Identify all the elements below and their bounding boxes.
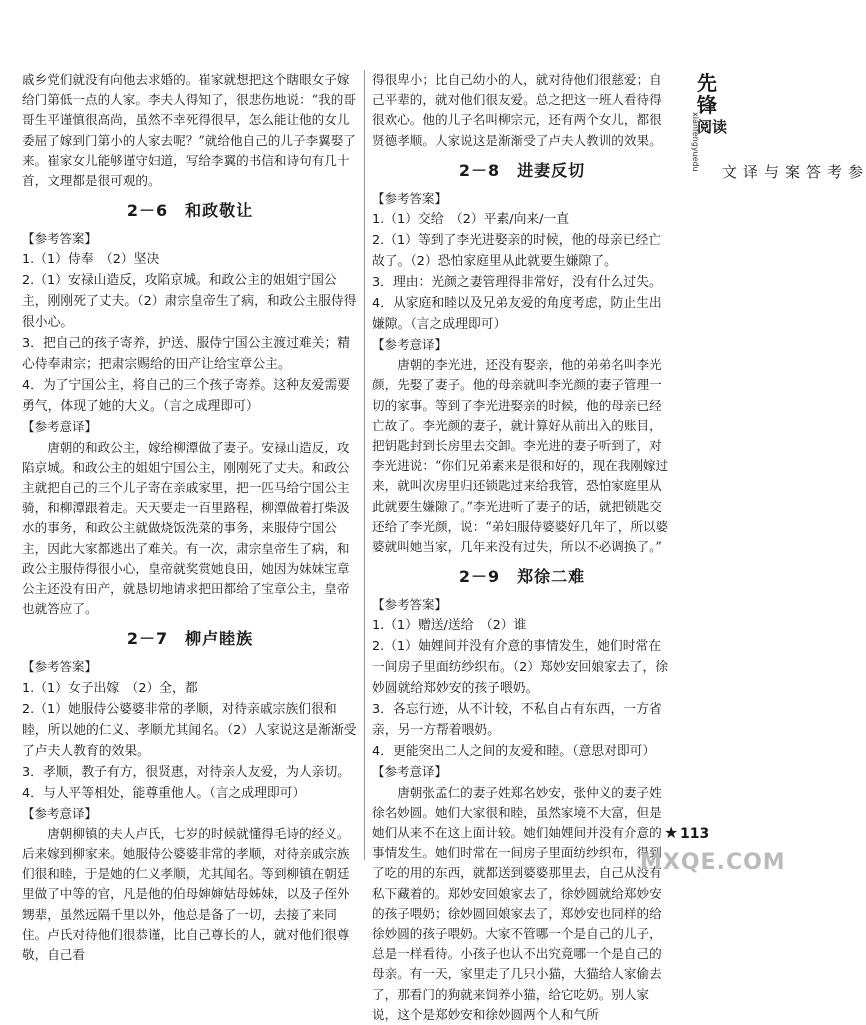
watermark: MXQE.COM bbox=[640, 850, 786, 875]
right-column bbox=[372, 70, 672, 1025]
answer-item: 1.（1）女子出嫁 （2）全，都 bbox=[22, 680, 198, 696]
translation-label: 【参考意译】 bbox=[22, 805, 98, 821]
translation-paragraph: 唐朝柳镇的夫人卢氏，七岁的时候就懂得毛诗的经义。后来嫁到柳家来。她服侍公婆婆非常的孝顺，对待亲戚宗族们很和睦，于是她的仁义孝顺，尤其闻名。等到柳镇在朝廷里做了中等的官，凡是他的伯母婶婶姑母姊妹，以及子侄外甥辈，虽然远隔千里以外，他总是备了一切，去接了来同住。卢氏对待他们很恭谨，比自己尊长的人，就对他们很尊敬，自己看 bbox=[22, 825, 350, 963]
answer-item: 4．与人平等相处，能尊重他人。（言之成理即可） bbox=[22, 785, 306, 801]
answer-item: 3．理由：光颜之妻管理得非常好，没有什么过失。 bbox=[372, 275, 662, 291]
answer-label: 【参考答案】 bbox=[22, 231, 98, 247]
page-number: 113 bbox=[680, 826, 710, 842]
answer-item: 1.（1）赠送/送给 （2）谁 bbox=[372, 618, 527, 634]
brand-char: 阅读 bbox=[697, 118, 728, 136]
answer-item: 4．更能突出二人之间的友爱和睦。（意思对即可） bbox=[372, 744, 656, 760]
translation-label: 【参考意译】 bbox=[22, 419, 98, 435]
translation-label: 【参考意译】 bbox=[372, 337, 448, 353]
brand-title bbox=[697, 72, 737, 138]
column-divider bbox=[364, 70, 365, 860]
brand-pinyin: xianfengyuedu bbox=[691, 112, 700, 172]
brand-char: 锋 bbox=[697, 93, 717, 117]
answer-item: 3．把自己的孩子寄养，护送、服侍宁国公主渡过难关；精心侍奉肃宗；把肃宗赐给的田产让给宝章公主。 bbox=[22, 336, 351, 373]
side-caption: 参考答案与译文 bbox=[720, 164, 864, 181]
left-column bbox=[22, 70, 358, 965]
answer-item: 4．为了宁国公主，将自己的三个孩子寄养。这种友爱需要勇气，体现了她的大义。（言之成理即可） bbox=[22, 378, 351, 415]
intro-paragraph: 戚乡党们就没有向他去求婚的。崔家就想把这个瞎眼女子嫁给门第低一点的人家。李夫人得知了，很悲伤地说：“我的哥哥生平谨慎很高尚，虽然不幸死得很早，怎么能让他的女儿委屈了嫁到门第小的人家去呢？”就给他自己的儿子李翼娶了来。崔家女儿能够谨守妇道，写给李翼的书信和诗句有几十首，文理都是很可观的。 bbox=[22, 72, 356, 189]
section-2-7-title: 2－7 柳卢睦族 bbox=[126, 629, 254, 649]
answer-label: 【参考答案】 bbox=[22, 659, 98, 675]
answer-item: 2.（1）安禄山造反，攻陷京城。和政公主的姐姐宁国公主，刚刚死了丈夫。（2）肃宗皇帝生了病，和政公主服侍得很小心。 bbox=[22, 273, 357, 331]
side-banner bbox=[683, 71, 864, 181]
section-2-9-title: 2－9 郑徐二难 bbox=[458, 567, 586, 587]
section-2-8-title: 2－8 进妻反切 bbox=[458, 160, 586, 180]
answer-item: 2.（1）她服侍公婆婆非常的孝顺，对待亲戚宗族们很和睦，所以她的仁义、孝顺尤其闻名。（2）人家说这是渐渐受了卢夫人教育的效果。 bbox=[22, 701, 357, 759]
answer-item: 3．各忘行迹，从不计较，不私自占有东西，一方省亲，另一方帮着喂奶。 bbox=[372, 702, 662, 739]
continued-paragraph: 得很卑小；比自己幼小的人，就对待他们很慈爱；自己平辈的，就对他们很友爱。总之把这一班人看待得很欢心。他的儿子名叫柳宗元，还有两个女儿，都很贤德孝顺。人家说这是渐渐受了卢夫人教训的效果。 bbox=[372, 72, 662, 148]
answer-item: 1.（1）交给 （2）平素/向来/一直 bbox=[372, 212, 570, 228]
answer-item: 2.（1）等到了李光进娶亲的时候，他的母亲已经亡故了。（2）恐怕家庭里从此就要生嫌隙了。 bbox=[372, 233, 662, 270]
answer-item: 4．从家庭和睦以及兄弟友爱的角度考虑，防止生出嫌隙。（言之成理即可） bbox=[372, 296, 662, 333]
translation-label: 【参考意译】 bbox=[372, 764, 448, 780]
answer-item: 2.（1）妯娌间并没有介意的事情发生，她们时常在一间房子里面纺纱织布。（2）郑妙安回娘家去了，徐妙圆就给郑妙安的孩子喂奶。 bbox=[372, 639, 669, 697]
translation-paragraph: 唐朝张孟仁的妻子姓郑名妙安，张仲义的妻子姓徐名妙圆。她们大家很和睦，虽然家境不大富，但是她们从来不在这上面计较。她们妯娌间并没有介意的事情发生。她们时常在一间房子里面纺纱织布，得到了吃的用的东西，就都送到婆婆那里去，自己从没有私下藏着的。郑妙安回娘家去了，徐妙圆就给郑妙安的孩子喂奶；徐妙圆回娘家去了，郑妙安也同样的给徐妙圆的孩子喂奶。大家不管哪一个是自己的儿子，总是一样看待。小孩子也认不出究竟哪一个是自己的母亲。有一天，家里走了几只小猫，大猫给人家偷去了，那看门的狗就来饲养小猫，给它吃奶。别人家说，这个是郑妙安和徐妙圆两个人和气所 bbox=[372, 784, 662, 1022]
answer-item: 3．孝顺，教子有方，很贤惠，对待亲人友爱，为人亲切。 bbox=[22, 764, 351, 780]
answer-label: 【参考答案】 bbox=[372, 597, 448, 613]
answer-item: 1.（1）侍奉 （2）坚决 bbox=[22, 252, 160, 268]
brand-char: 先 bbox=[697, 71, 717, 95]
star-icon: ★ bbox=[664, 823, 679, 842]
translation-paragraph: 唐朝的李光进，还没有娶亲，他的弟弟名叫李光颜，先娶了妻子。他的母亲就叫李光颜的妻子管理一切的家事。等到了李光进娶亲的时候，他的母亲已经亡故了。李光颜的妻子，就计算好从前出入的账目，把钥匙封到长房里去交卸。李光进的妻子听到了，对李光进说：“你们兄弟素来是很和好的，现在我刚嫁过来，就叫次房里归还锁匙过来给我管，恐怕家庭里从此就要生嫌隙了。”李光进听了妻子的话，就把锁匙交还给了李光颜，说：“弟妇服侍婆婆好几年了，所以婆婆就叫她当家，几年来没有过失，所以不必调换了。” bbox=[372, 357, 669, 555]
section-2-6-title: 2－6 和政敬让 bbox=[126, 201, 254, 221]
translation-paragraph: 唐朝的和政公主，嫁给柳潭做了妻子。安禄山造反，攻陷京城。和政公主的姐姐宁国公主，刚刚死了丈夫。和政公主就把自己的三个儿子寄在亲戚家里，把一匹马给宁国公主骑，和柳潭跟着走。天天要走一百里路程，柳潭做着打柴汲水的事务，和政公主就做烧饭洗菜的事务，来服侍宁国公主，因此大家都逃出了难关。有一次，肃宗皇帝生了病，和政公主服侍得很小心，皇帝就奖赏她良田，她因为妹妹宝章公主还没有田产，就恳切地请求把田都给了宝章公主，皇帝也就答应了。 bbox=[22, 439, 350, 617]
answer-label: 【参考答案】 bbox=[372, 190, 448, 206]
